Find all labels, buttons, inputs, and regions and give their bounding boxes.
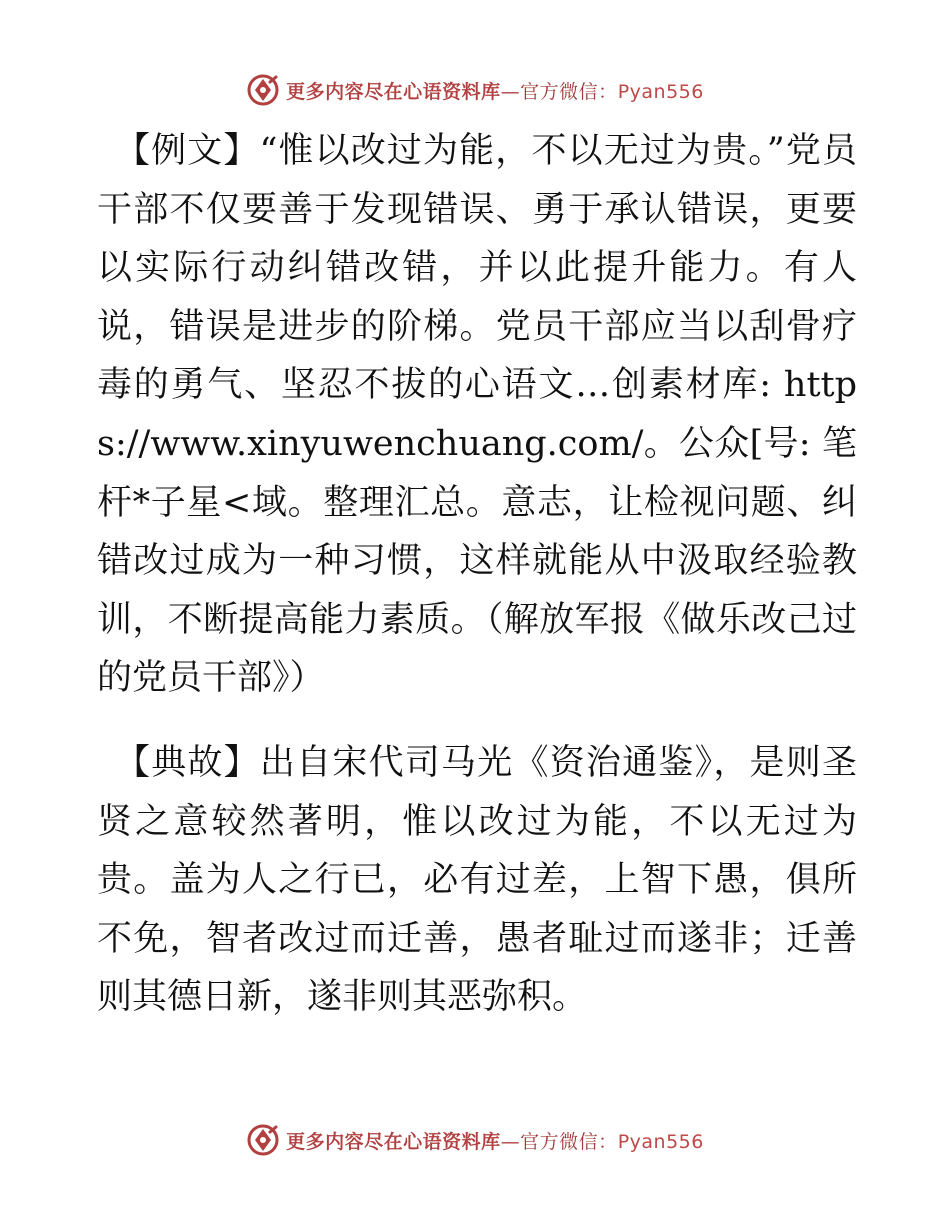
header-banner-wechat-label: 官方微信： [520, 80, 618, 103]
header-banner-main: 更多内容尽在心语资料库 [286, 80, 501, 103]
header-banner-wechat-id: Pyan556 [617, 80, 704, 103]
header-banner-dash: — [500, 80, 521, 103]
footer-banner-wechat-label: 官方微信： [520, 1130, 618, 1153]
footer-banner-wechat-id: Pyan556 [617, 1130, 704, 1153]
example-paragraph: 【例文】“惟以改过为能，不以无过为贵。”党员干部不仅要善于发现错误、勇于承认错误，更要以实际行动纠错改错，并以此提升能力。有人说，错误是进步的阶梯。党员干部应当以刮骨疗毒的勇气、坚忍不拔的心语文…创素材库: https://www.xinyuwenchuang.com/。公众[号: 笔杆*子星<域。整理汇总。意志，让检视问题、纠错改过成为一种习惯，这样就能从中汲取经验教训，不断提高能力素质。（解放军报《做乐改己过的党员干部》） [97, 131, 857, 699]
footer-banner-main: 更多内容尽在心语资料库 [286, 1130, 501, 1153]
document-body [97, 122, 857, 1027]
header-watermark-banner [0, 70, 950, 110]
footer-banner-dash: — [500, 1130, 521, 1153]
footer-banner-text [286, 1127, 704, 1154]
header-banner-text [286, 77, 704, 104]
pen-nib-circle-icon [246, 1123, 280, 1157]
footer-watermark-banner [0, 1120, 950, 1160]
pen-nib-circle-icon [246, 73, 280, 107]
allusion-paragraph: 【典故】出自宋代司马光《资治通鉴》，是则圣贤之意较然著明，惟以改过为能，不以无过为贵。盖为人之行已，必有过差，上智下愚，俱所不免，智者改过而迁善，愚者耻过而遂非；迁善则其德日新，遂非则其恶弥积。 [97, 742, 857, 1018]
